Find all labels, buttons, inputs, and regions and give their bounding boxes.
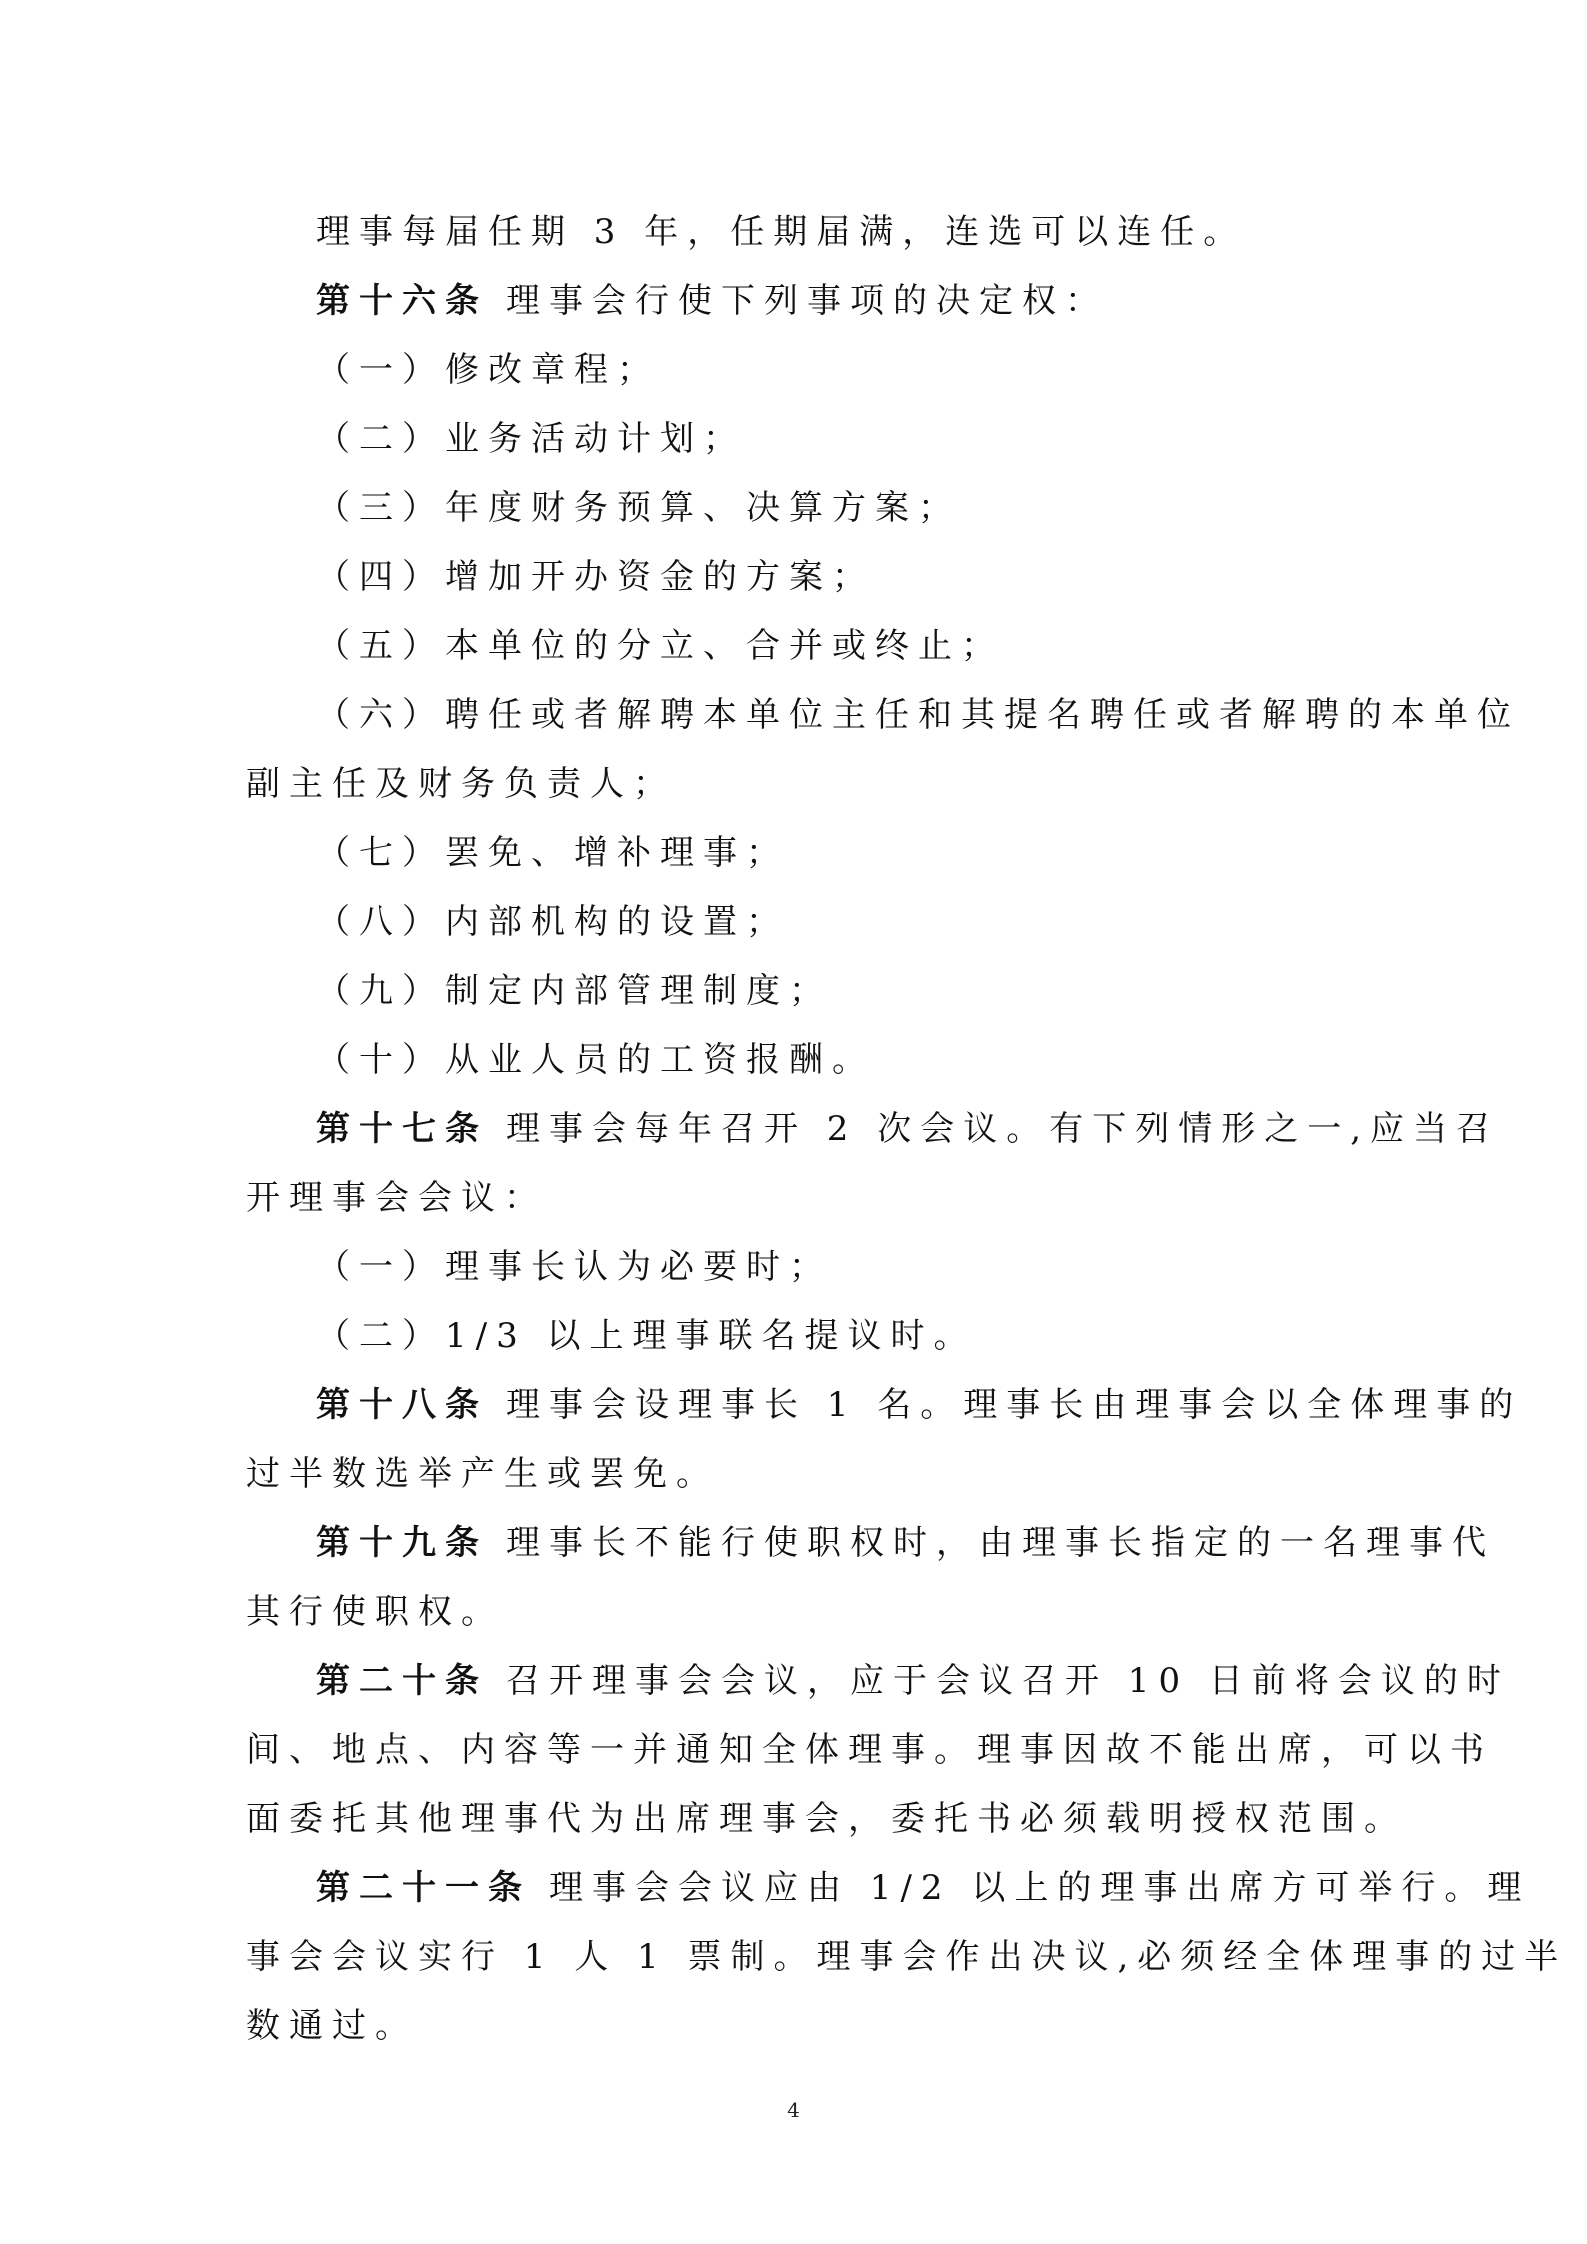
continuation-line: [246, 1785, 1407, 1854]
list-item: [246, 543, 1346, 612]
list-item: [246, 405, 1346, 474]
item-text: （二）业务活动计划；: [316, 419, 746, 459]
paragraph-line: [246, 198, 1346, 267]
list-item: [246, 1026, 1346, 1095]
item-text: （一）修改章程；: [316, 350, 660, 390]
continuation-line: [246, 1578, 1346, 1647]
article-line: [246, 1371, 1523, 1440]
list-item: [246, 336, 1346, 405]
item-text: （一）理事长认为必要时；: [316, 1247, 832, 1287]
article-text: 理事会设理事长 1 名。理事长由理事会以全体理事的: [506, 1385, 1523, 1425]
line-text: 间、地点、内容等一并通知全体理事。理事因故不能出席，可以书: [246, 1730, 1493, 1770]
list-item: [246, 612, 1346, 681]
line-text: 面委托其他理事代为出席理事会，委托书必须载明授权范围。: [246, 1799, 1407, 1839]
list-item: [246, 819, 1346, 888]
continuation-line: [246, 1716, 1493, 1785]
list-item: [246, 681, 1520, 750]
item-text: （五）本单位的分立、合并或终止；: [316, 626, 1004, 666]
article-line: [246, 267, 1346, 336]
item-text: （八）内部机构的设置；: [316, 902, 789, 942]
page-number: 4: [787, 2098, 800, 2122]
continuation-line: [246, 750, 1346, 819]
item-text: （二）1/3 以上理事联名提议时。: [316, 1316, 977, 1356]
list-item: [246, 888, 1346, 957]
item-text: （九）制定内部管理制度；: [316, 971, 832, 1011]
article-label: 第二十一条: [316, 1868, 531, 1908]
article-label: 第十九条: [316, 1523, 488, 1563]
list-item: [246, 474, 1346, 543]
article-text: 理事会会议应由 1/2 以上的理事出席方可举行。理: [549, 1868, 1531, 1908]
article-label: 第十七条: [316, 1109, 488, 1149]
item-text: （三）年度财务预算、决算方案；: [316, 488, 961, 528]
item-text: （四）增加开办资金的方案；: [316, 557, 875, 597]
line-text: 理事每届任期 3 年，任期届满，连选可以连任。: [316, 212, 1247, 252]
article-line: [246, 1854, 1531, 1923]
continuation-line: [246, 1164, 1346, 1233]
item-text: （六）聘任或者解聘本单位主任和其提名聘任或者解聘的本单位: [316, 695, 1520, 735]
item-text: （十）从业人员的工资报酬。: [316, 1040, 875, 1080]
article-line: [246, 1095, 1500, 1164]
line-text: 副主任及财务负责人；: [246, 764, 676, 804]
list-item: [246, 957, 1346, 1026]
line-text: 其行使职权。: [246, 1592, 504, 1632]
article-text: 召开理事会会议，应于会议召开 10 日前将会议的时: [506, 1661, 1510, 1701]
article-text: 理事长不能行使职权时，由理事长指定的一名理事代: [506, 1523, 1495, 1563]
article-text: 理事会行使下列事项的决定权：: [506, 281, 1108, 321]
line-text: 开理事会会议：: [246, 1178, 547, 1218]
continuation-line: [246, 1992, 1346, 2061]
line-text: 数通过。: [246, 2006, 418, 2046]
continuation-line: [246, 1923, 1568, 1992]
article-line: [246, 1647, 1510, 1716]
line-text: 过半数选举产生或罢免。: [246, 1454, 719, 1494]
line-text: 事会会议实行 1 人 1 票制。理事会作出决议,必须经全体理事的过半: [246, 1937, 1568, 1977]
article-label: 第二十条: [316, 1661, 488, 1701]
document-body: [246, 198, 1568, 2061]
continuation-line: [246, 1440, 1346, 1509]
article-label: 第十八条: [316, 1385, 488, 1425]
list-item: [246, 1233, 1346, 1302]
item-text: （七）罢免、增补理事；: [316, 833, 789, 873]
article-label: 第十六条: [316, 281, 488, 321]
article-text: 理事会每年召开 2 次会议。有下列情形之一,应当召: [506, 1109, 1500, 1149]
list-item: [246, 1302, 1346, 1371]
article-line: [246, 1509, 1495, 1578]
